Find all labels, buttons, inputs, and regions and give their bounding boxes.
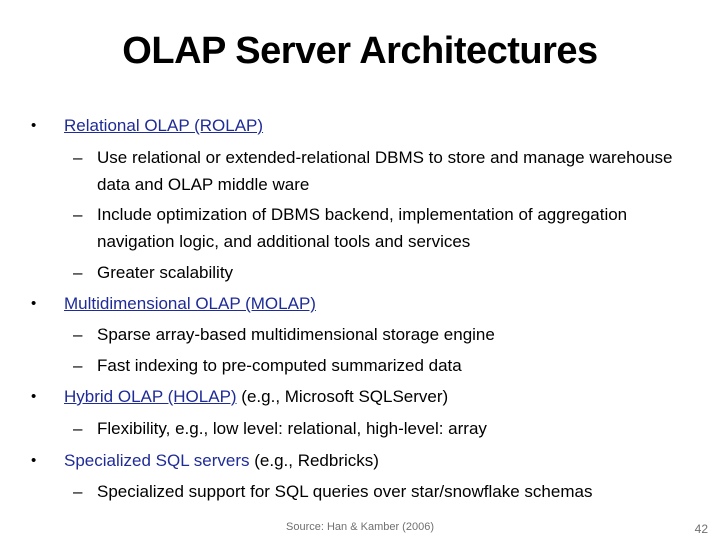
bullet-icon: • [31,117,37,134]
dash-icon: – [73,205,83,224]
rolap-link[interactable]: Relational OLAP (ROLAP) [64,116,264,135]
bullet-item-holap [64,383,448,410]
bullet-icon: • [31,295,37,312]
dash-icon: – [73,482,83,501]
holap-link[interactable]: Hybrid OLAP (HOLAP) [64,387,237,406]
bullet-icon: • [31,388,37,405]
bullet-item-molap [64,290,316,317]
molap-link[interactable]: Multidimensional OLAP (MOLAP) [64,294,316,313]
dash-icon: – [73,325,83,344]
sub-item: Flexibility, e.g., low level: relational, high-level: array [97,419,487,438]
dash-icon: – [73,148,83,167]
sub-item: Sparse array-based multidimensional storage engine [97,325,495,344]
dash-icon: – [73,419,83,438]
bullet-icon: • [31,452,37,469]
dash-icon: – [73,356,83,375]
bullet-rest-text: (e.g., Redbricks) [249,451,379,470]
slide-title: OLAP Server Architectures [122,30,598,72]
source-footer: Source: Han & Kamber (2006) [286,521,434,533]
sub-item: Greater scalability [97,263,234,282]
sub-item: Specialized support for SQL queries over star/snowflake schemas [97,482,593,501]
sub-item: Include optimization of DBMS backend, implementation of aggregation navigation logic, and additional tools and services [97,205,628,251]
sub-item: Fast indexing to pre-computed summarized data [97,356,462,375]
page-number: 42 [694,522,708,536]
bullet-item-sql-servers [64,447,379,474]
sub-item: Use relational or extended-relational DBMS to store and manage warehouse data and OLAP middle ware [97,148,673,194]
bullet-item-rolap [64,112,263,139]
bullet-rest-text: (e.g., Microsoft SQLServer) [236,387,449,406]
sql-servers-text: Specialized SQL servers [64,451,250,470]
dash-icon: – [73,263,83,282]
